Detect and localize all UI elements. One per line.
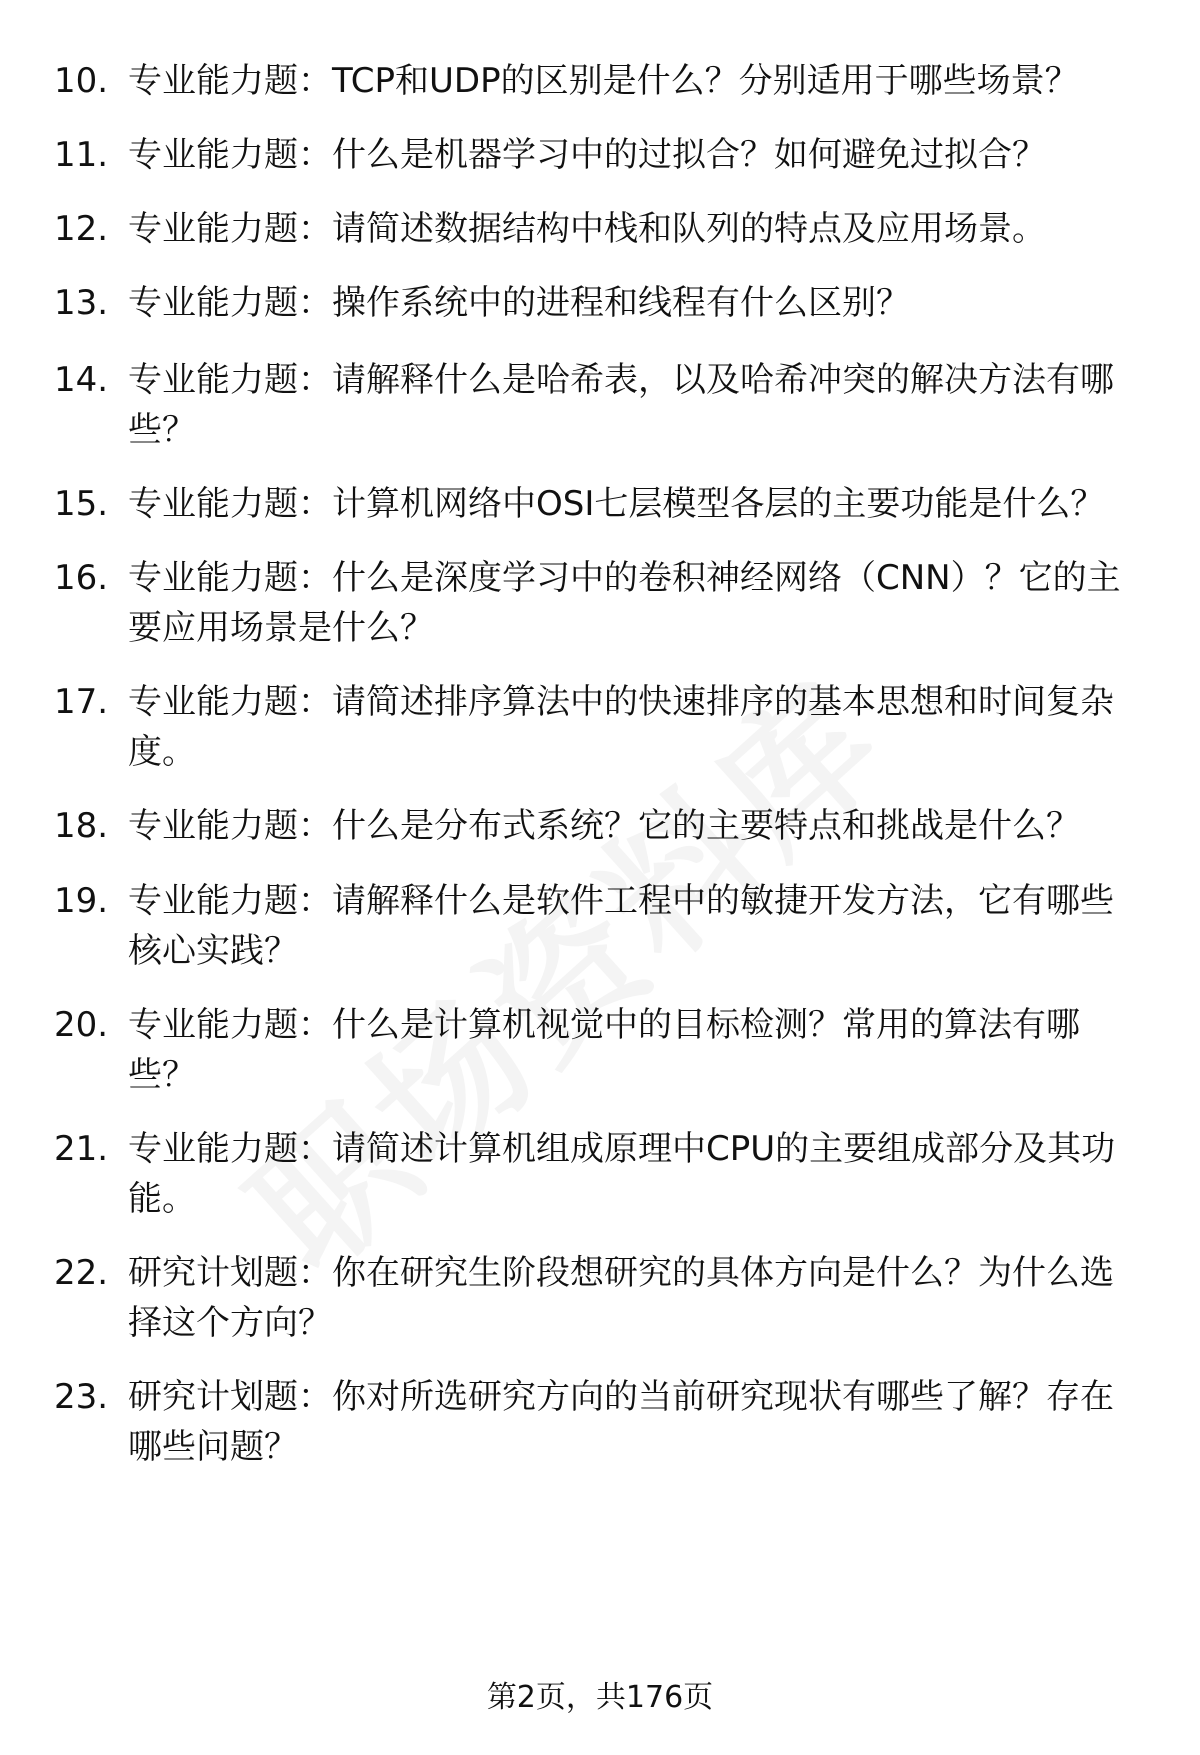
question-category: 专业能力题： [128,806,332,846]
question-category: 专业能力题： [128,61,332,101]
question-body [128,130,1143,180]
question-body [128,204,1143,254]
question-number: 21. [54,1129,109,1169]
question-body [128,278,1143,328]
question-category: 研究计划题： [128,1253,332,1293]
question-item [0,553,1200,653]
question-text: TCP和UDP的区别是什么？分别适用于哪些场景？ [332,61,1079,101]
question-category: 专业能力题： [128,484,332,524]
question-number: 11. [54,135,109,175]
question-item [0,479,1200,529]
question-category: 专业能力题： [128,283,332,323]
question-body [128,553,1143,653]
question-number: 19. [54,881,109,921]
question-category: 专业能力题： [128,558,332,598]
question-body [128,355,1143,455]
question-category: 专业能力题： [128,682,332,722]
question-item [0,1000,1200,1100]
question-text: 什么是机器学习中的过拟合？如何避免过拟合？ [332,135,1046,175]
question-text: 请简述数据结构中栈和队列的特点及应用场景。 [332,209,1046,249]
question-number: 22. [54,1253,109,1293]
question-number: 10. [54,61,109,101]
question-body [128,1372,1143,1472]
question-item [0,204,1200,254]
question-body [128,479,1143,529]
question-text: 什么是分布式系统？它的主要特点和挑战是什么？ [332,806,1080,846]
question-text: 请简述排序算法中的快速排序的基本思想和时间复杂度。 [128,682,1114,772]
question-number: 14. [54,360,109,400]
question-body [128,677,1143,777]
question-text: 请解释什么是哈希表，以及哈希冲突的解决方法有哪些？ [128,360,1114,450]
page-footer [0,1678,1200,1718]
question-item [0,130,1200,180]
question-body [128,1248,1143,1348]
question-number: 18. [54,806,109,846]
question-item [0,1248,1200,1348]
question-item [0,56,1200,106]
question-number: 13. [54,283,109,323]
question-category: 研究计划题： [128,1377,332,1417]
question-text: 请简述计算机组成原理中CPU的主要组成部分及其功能。 [128,1129,1116,1219]
question-text: 你对所选研究方向的当前研究现状有哪些了解？存在哪些问题？ [128,1377,1114,1467]
question-body [128,1000,1143,1100]
question-item [0,278,1200,328]
question-text: 计算机网络中OSI七层模型各层的主要功能是什么？ [332,484,1105,524]
question-text: 什么是计算机视觉中的目标检测？常用的算法有哪些？ [128,1005,1080,1095]
question-item [0,355,1200,455]
question-item [0,876,1200,976]
question-item [0,801,1200,851]
question-body [128,1124,1143,1224]
question-text: 请解释什么是软件工程中的敏捷开发方法，它有哪些核心实践？ [128,881,1114,971]
question-text: 操作系统中的进程和线程有什么区别？ [332,283,910,323]
question-body [128,56,1143,106]
question-number: 15. [54,484,109,524]
question-item [0,1372,1200,1472]
question-item [0,677,1200,777]
question-body [128,801,1143,851]
question-text: 你在研究生阶段想研究的具体方向是什么？为什么选择这个方向？ [128,1253,1114,1343]
question-category: 专业能力题： [128,881,332,921]
question-category: 专业能力题： [128,135,332,175]
question-item [0,1124,1200,1224]
page-number-label: 第2页，共176页 [486,1680,714,1715]
question-number: 23. [54,1377,109,1417]
question-category: 专业能力题： [128,1129,332,1169]
question-text: 什么是深度学习中的卷积神经网络（CNN）？它的主要应用场景是什么？ [128,558,1121,648]
question-number: 16. [54,558,109,598]
question-category: 专业能力题： [128,1005,332,1045]
question-category: 专业能力题： [128,360,332,400]
question-category: 专业能力题： [128,209,332,249]
question-number: 12. [54,209,109,249]
question-body [128,876,1143,976]
question-number: 20. [54,1005,109,1045]
question-number: 17. [54,682,109,722]
question-list [0,56,1200,1472]
